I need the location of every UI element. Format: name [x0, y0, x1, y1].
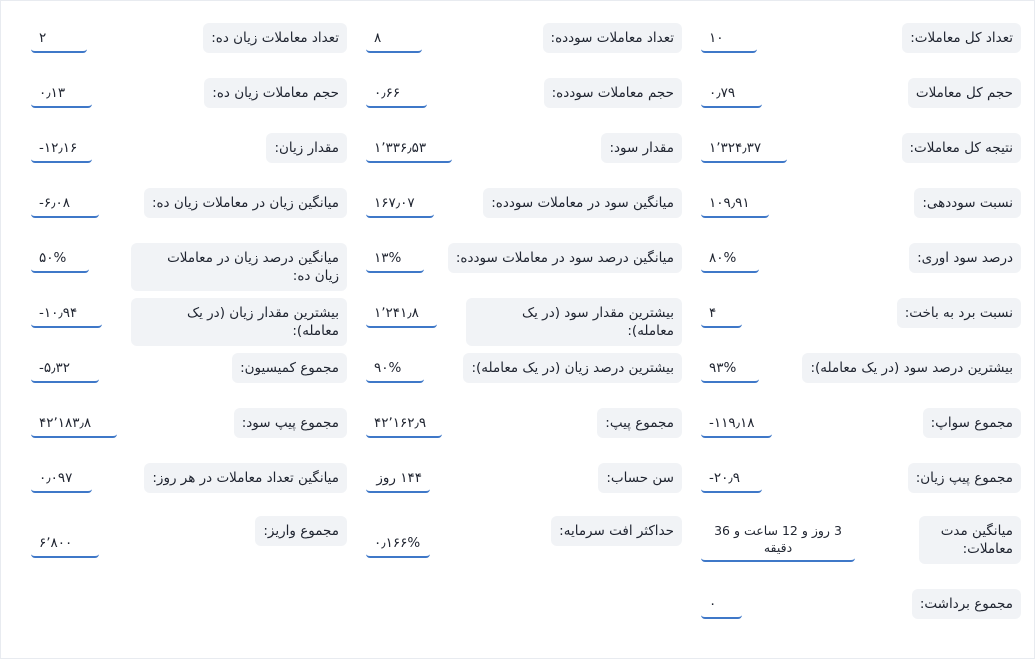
stat-value: -۲۰٫۹	[701, 467, 762, 493]
stat-value: -۱۲٫۱۶	[31, 137, 92, 163]
stat-total-withdrawal	[701, 589, 1021, 643]
stat-label: تعداد معاملات زیان ده:	[203, 23, 347, 53]
stat-label: تعداد معاملات سودده:	[543, 23, 682, 53]
stat-value: ۴۲٬۱۸۳٫۸	[31, 412, 117, 438]
stat-max-drawdown	[366, 516, 682, 570]
stat-value: ۶٬۸۰۰	[31, 532, 99, 558]
stat-value: ۲	[31, 27, 87, 53]
stat-label: بیشترین مقدار زیان (در یک معامله):	[131, 298, 347, 346]
stat-value: ۵۰%	[31, 247, 89, 273]
stat-loss-pips	[701, 463, 1021, 517]
stat-value: ۱۳%	[366, 247, 424, 273]
stat-value: ۹۰%	[366, 357, 424, 383]
stat-value: ۱٬۲۴۱٫۸	[366, 302, 437, 328]
stat-label: حجم معاملات زیان ده:	[204, 78, 347, 108]
stat-max-profit	[366, 298, 682, 352]
stat-label: بیشترین درصد زیان (در یک معامله):	[463, 353, 682, 383]
stat-total-deposit	[31, 516, 347, 570]
stat-value: ۴	[701, 302, 742, 328]
stat-label: میانگین درصد سود در معاملات سودده:	[448, 243, 682, 273]
stat-value: ۰	[701, 593, 742, 619]
stat-total-result	[701, 133, 1021, 187]
stat-label: مجموع برداشت:	[912, 589, 1021, 619]
stat-avg-profit-pct	[366, 243, 682, 297]
stat-loss-amount	[31, 133, 347, 187]
stat-value: ۱۶۷٫۰۷	[366, 192, 434, 218]
stat-total-commission	[31, 353, 347, 407]
stat-losing-trades	[31, 23, 347, 77]
stat-label: بیشترین مقدار سود (در یک معامله):	[466, 298, 682, 346]
stat-label: نتیجه کل معاملات:	[902, 133, 1022, 163]
stat-label: مجموع پیپ زیان:	[908, 463, 1021, 493]
stat-total-volume	[701, 78, 1021, 132]
stats-row	[1, 78, 1035, 132]
stat-max-profit-pct	[701, 353, 1021, 407]
stat-value: ۱٬۳۲۴٫۳۷	[701, 137, 787, 163]
stat-label: میانگین مدت معاملات:	[919, 516, 1021, 564]
stat-label: مجموع واریز:	[255, 516, 347, 546]
stat-win-loss-ratio	[701, 298, 1021, 352]
stat-label: مقدار سود:	[601, 133, 682, 163]
stats-row	[1, 23, 1035, 77]
stat-value: ۰٫۷۹	[701, 82, 762, 108]
stat-total-swap	[701, 408, 1021, 462]
stat-label: نسبت سوددهی:	[914, 188, 1021, 218]
stat-value: ۱۴۴ روز	[366, 467, 430, 493]
stat-win-rate	[701, 243, 1021, 297]
stat-avg-trades-per-day	[31, 463, 347, 517]
stat-value: ۱۰	[701, 27, 757, 53]
stat-label: حداکثر افت سرمایه:	[551, 516, 682, 546]
stat-profit-pips	[31, 408, 347, 462]
stats-row	[1, 188, 1035, 242]
stat-losing-volume	[31, 78, 347, 132]
stat-label: بیشترین درصد سود (در یک معامله):	[802, 353, 1021, 383]
stat-avg-loss	[31, 188, 347, 242]
stat-label: نسبت برد به باخت:	[897, 298, 1021, 328]
stat-value: ۰٫۱۳	[31, 82, 92, 108]
stat-value: 3 روز و 12 ساعت و 36 دقیقه	[701, 520, 855, 562]
stat-value: ۱٬۳۳۶٫۵۳	[366, 137, 452, 163]
stats-row	[1, 408, 1035, 462]
stat-avg-loss-pct	[31, 243, 347, 297]
stat-label: حجم کل معاملات	[908, 78, 1021, 108]
stat-value: ۸	[366, 27, 422, 53]
stats-row	[1, 516, 1035, 570]
stats-row	[1, 298, 1035, 352]
stat-label: مجموع سواپ:	[923, 408, 1021, 438]
stat-value: ۰٫۰۹۷	[31, 467, 92, 493]
stat-max-loss-pct	[366, 353, 682, 407]
stat-label: مقدار زیان:	[266, 133, 347, 163]
stat-value: ۹۳%	[701, 357, 759, 383]
stat-label: میانگین سود در معاملات سودده:	[483, 188, 682, 218]
stat-label: مجموع پیپ سود:	[234, 408, 347, 438]
stat-value: ۱۰۹٫۹۱	[701, 192, 769, 218]
stats-row	[1, 589, 1035, 643]
stat-label: مجموع پیپ:	[597, 408, 682, 438]
stat-label: میانگین درصد زیان در معاملات زیان ده:	[131, 243, 347, 291]
stat-label: درصد سود اوری:	[909, 243, 1021, 273]
stats-row	[1, 463, 1035, 517]
stat-label: میانگین زیان در معاملات زیان ده:	[144, 188, 347, 218]
stat-total-pips	[366, 408, 682, 462]
stats-row	[1, 353, 1035, 407]
stat-value: -۱۰٫۹۴	[31, 302, 102, 328]
stat-value: ۰٫۱۶۶%	[366, 532, 430, 558]
stat-max-loss	[31, 298, 347, 352]
stat-avg-trade-duration	[701, 516, 1021, 570]
stat-total-trades	[701, 23, 1021, 77]
stats-row	[1, 243, 1035, 297]
stat-account-age	[366, 463, 682, 517]
stats-row	[1, 133, 1035, 187]
stat-value: -۶٫۰۸	[31, 192, 99, 218]
stat-value: -۱۱۹٫۱۸	[701, 412, 772, 438]
stat-label: میانگین تعداد معاملات در هر روز:	[144, 463, 347, 493]
stat-value: ۴۲٬۱۶۲٫۹	[366, 412, 442, 438]
stat-label: تعداد کل معاملات:	[902, 23, 1021, 53]
stat-label: سن حساب:	[598, 463, 682, 493]
stat-label: مجموع کمیسیون:	[232, 353, 347, 383]
stat-label: حجم معاملات سودده:	[544, 78, 682, 108]
stat-value: -۵٫۳۲	[31, 357, 99, 383]
stat-avg-profit	[366, 188, 682, 242]
stat-profit-factor	[701, 188, 1021, 242]
stat-profitable-volume	[366, 78, 682, 132]
stat-value: ۰٫۶۶	[366, 82, 427, 108]
stat-profit-amount	[366, 133, 682, 187]
stat-value: ۸۰%	[701, 247, 759, 273]
stat-profitable-trades	[366, 23, 682, 77]
